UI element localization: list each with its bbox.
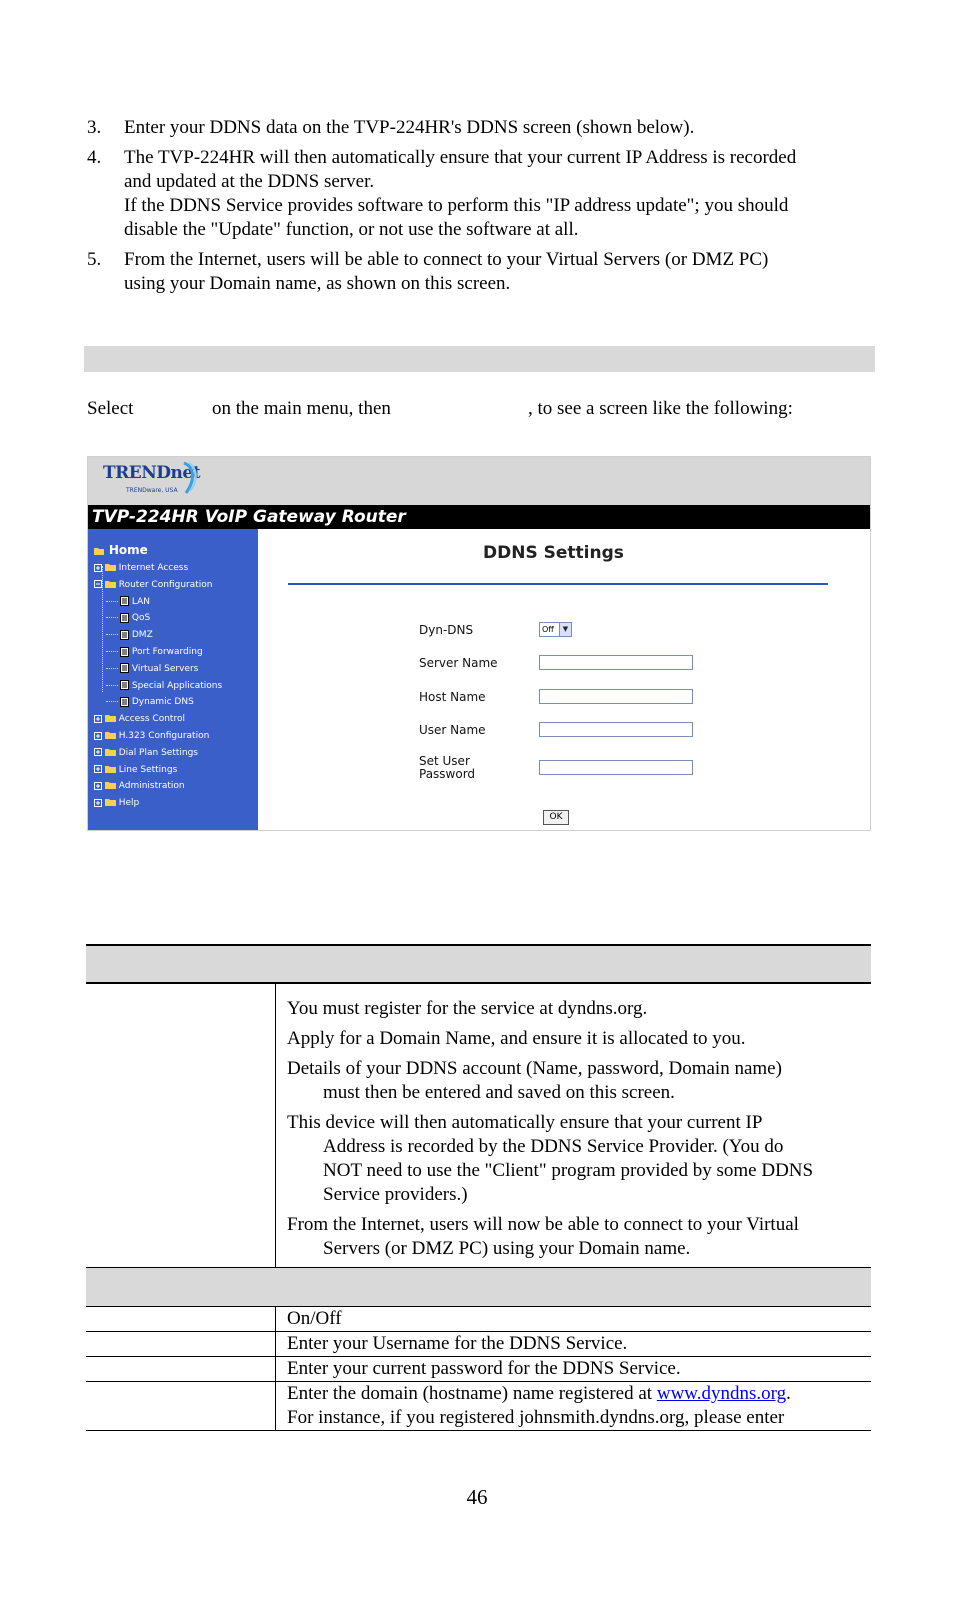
table-subheader-bar: [86, 1268, 871, 1306]
intro-paragraph: [287, 1057, 862, 1105]
sidebar-item-label: Access Control: [118, 714, 185, 725]
intro-paragraph: [287, 1213, 862, 1261]
sidebar-item-label: LAN: [131, 596, 150, 607]
sidebar-item-dial-plan-settings[interactable]: [94, 746, 198, 761]
step-item: [87, 116, 887, 140]
intro-paragraph: [287, 1111, 862, 1207]
table-column-divider: [275, 1306, 276, 1431]
sidebar-item-label: Line Settings: [118, 764, 178, 775]
expand-icon[interactable]: [94, 715, 102, 723]
intro-cell: [287, 997, 862, 1267]
expand-icon[interactable]: [94, 799, 102, 807]
ok-button[interactable]: OK: [543, 810, 569, 825]
table-header-rule: [86, 982, 871, 984]
select-word: Select: [87, 398, 134, 419]
step-number: 4.: [87, 147, 102, 168]
page-number: 46: [466, 1485, 488, 1509]
row-domain-desc: [287, 1382, 791, 1406]
sidebar-item-label: Administration: [118, 781, 185, 792]
intro-line: Details of your DDNS account (Name, password, Domain name): [287, 1058, 782, 1079]
sidebar-item-help[interactable]: [94, 796, 139, 811]
sidebar-item-access-control[interactable]: [94, 712, 185, 727]
dyn-dns-select[interactable]: [539, 622, 572, 637]
intro-paragraph: [287, 1027, 862, 1051]
select-middle-text: on the main menu, then: [212, 398, 391, 419]
sidebar-item-lan[interactable]: [106, 595, 150, 610]
ddns-settings-title: DDNS Settings: [483, 543, 624, 563]
folder-icon: [105, 765, 116, 774]
intro-line: Address is recorded by the DDNS Service Provider. (You do: [323, 1136, 784, 1157]
intro-line: Apply for a Domain Name, and ensure it is allocated to you.: [287, 1028, 746, 1049]
step-item: [87, 146, 887, 242]
sidebar-item-label: H.323 Configuration: [118, 731, 210, 741]
step-line: The TVP-224HR will then automatically ensure that your current IP Address is recorded: [124, 147, 797, 168]
intro-line: Service providers.): [323, 1184, 468, 1205]
intro-line: Servers (or DMZ PC) using your Domain name.: [323, 1238, 691, 1259]
row-domain-period: .: [786, 1383, 791, 1404]
expand-icon[interactable]: [94, 782, 102, 790]
sidebar-item-virtual-servers[interactable]: [106, 662, 198, 677]
sidebar-item-special-applications[interactable]: [106, 679, 222, 694]
steps-list: [87, 116, 887, 302]
step-line: If the DDNS Service provides software to perform this "IP address update"; you should: [124, 195, 789, 216]
table-bottom-rule: [86, 1430, 871, 1431]
step-number: 5.: [87, 249, 102, 270]
row-domain-desc-2: For instance, if you registered johnsmith.dyndns.org, please enter: [287, 1407, 785, 1428]
server-name-label: Server Name: [419, 656, 498, 670]
user-name-label: User Name: [419, 723, 486, 737]
logo-swoosh-icon: [180, 461, 200, 495]
password-input[interactable]: [539, 760, 693, 775]
expand-icon[interactable]: [94, 732, 102, 740]
folder-icon: [105, 748, 116, 757]
sidebar-item-home[interactable]: [94, 543, 148, 558]
chevron-down-icon[interactable]: ▼: [559, 623, 571, 636]
sidebar-item-label: Special Applications: [131, 680, 223, 691]
sidebar-item-dmz[interactable]: [106, 628, 153, 643]
router-title-bar: TVP-224HR VoIP Gateway Router: [88, 505, 870, 529]
step-line: disable the "Update" function, or not use the software at all.: [124, 219, 579, 240]
folder-icon: [105, 731, 116, 740]
folder-icon: [105, 798, 116, 807]
sidebar-item-label: Port Forwarding: [131, 647, 203, 657]
sidebar-item-label: DMZ: [131, 630, 153, 641]
password-label: [419, 755, 475, 781]
dyn-dns-label: Dyn-DNS: [419, 623, 474, 637]
row-dyn-dns-desc: On/Off: [287, 1308, 342, 1329]
expand-icon[interactable]: [94, 765, 102, 773]
host-name-input[interactable]: [539, 689, 693, 704]
sidebar-item-label: Home: [108, 543, 148, 557]
dyn-dns-value: Off: [542, 625, 554, 634]
host-name-label: Host Name: [419, 690, 486, 704]
title-divider: [288, 583, 828, 585]
server-name-input[interactable]: [539, 655, 693, 670]
password-label-line2: Password: [419, 767, 476, 781]
intro-line: This device will then automatically ensure that your current IP: [287, 1112, 763, 1133]
page-icon: [120, 647, 129, 657]
expand-icon[interactable]: [94, 580, 102, 588]
trendnet-logo: TRENDnet: [103, 463, 201, 483]
password-label-line1: Set User: [419, 754, 470, 768]
page-icon: [120, 596, 129, 606]
table-rule: [86, 1306, 871, 1307]
trendnet-logo-sub: TRENDware, USA: [126, 487, 178, 494]
sidebar-item-h-323-configuration[interactable]: [94, 729, 209, 744]
sidebar-item-label: Dial Plan Settings: [118, 747, 198, 758]
step-item: [87, 248, 887, 296]
router-screenshot: [87, 456, 871, 831]
expand-icon[interactable]: [94, 564, 102, 572]
step-number: 3.: [87, 117, 102, 138]
user-name-input[interactable]: [539, 722, 693, 737]
sidebar-item-label: Dynamic DNS: [131, 697, 194, 708]
router-sidebar: [88, 529, 258, 830]
folder-open-icon: [94, 547, 106, 556]
page-icon: [120, 613, 129, 623]
ddns-panel: [258, 529, 870, 830]
step-line: using your Domain name, as shown on this screen.: [124, 273, 511, 294]
page-icon: [120, 697, 129, 707]
sidebar-item-label: Router Configuration: [118, 579, 213, 590]
intro-line: NOT need to use the "Client" program provided by some DDNS: [323, 1160, 814, 1181]
sidebar-item-label: QoS: [131, 613, 151, 624]
sidebar-item-label: Help: [118, 798, 140, 809]
sidebar-item-port-forwarding[interactable]: [106, 645, 203, 660]
expand-icon[interactable]: [94, 748, 102, 756]
intro-line: From the Internet, users will now be able to connect to your Virtual: [287, 1214, 799, 1235]
dyndns-link[interactable]: www.dyndns.org: [656, 1383, 787, 1404]
folder-icon: [105, 563, 116, 572]
row-username-desc: Enter your Username for the DDNS Service.: [287, 1333, 628, 1354]
table-column-divider: [275, 984, 276, 1268]
folder-icon: [105, 580, 116, 589]
sidebar-item-qos[interactable]: [106, 611, 150, 626]
sidebar-item-dynamic-dns[interactable]: [106, 695, 194, 710]
intro-line: must then be entered and saved on this screen.: [323, 1082, 675, 1103]
step-line: and updated at the DDNS server.: [124, 171, 375, 192]
sidebar-item-router-configuration[interactable]: [94, 578, 212, 593]
row-domain-text: Enter the domain (hostname) name registered at: [287, 1383, 657, 1404]
page-icon: [120, 680, 129, 690]
select-end-text: , to see a screen like the following:: [528, 398, 793, 419]
step-line: Enter your DDNS data on the TVP-224HR's DDNS screen (shown below).: [124, 117, 695, 138]
sidebar-item-label: Internet Access: [118, 563, 189, 573]
step-line: From the Internet, users will be able to connect to your Virtual Servers (or DMZ PC): [124, 249, 769, 270]
section-heading-bar: [84, 346, 875, 372]
router-header: [88, 457, 870, 505]
page-icon: [120, 663, 129, 673]
table-header-bar: [86, 946, 871, 982]
row-password-desc: Enter your current password for the DDNS Service.: [287, 1358, 681, 1379]
intro-paragraph: [287, 997, 862, 1021]
intro-line: You must register for the service at dyndns.org.: [287, 998, 648, 1019]
page-icon: [120, 630, 129, 640]
folder-icon: [105, 714, 116, 723]
folder-icon: [105, 781, 116, 790]
sidebar-item-line-settings[interactable]: [94, 763, 177, 778]
sidebar-item-label: Virtual Servers: [131, 663, 199, 674]
sidebar-item-administration[interactable]: [94, 779, 185, 794]
sidebar-item-internet-access[interactable]: [94, 561, 188, 576]
